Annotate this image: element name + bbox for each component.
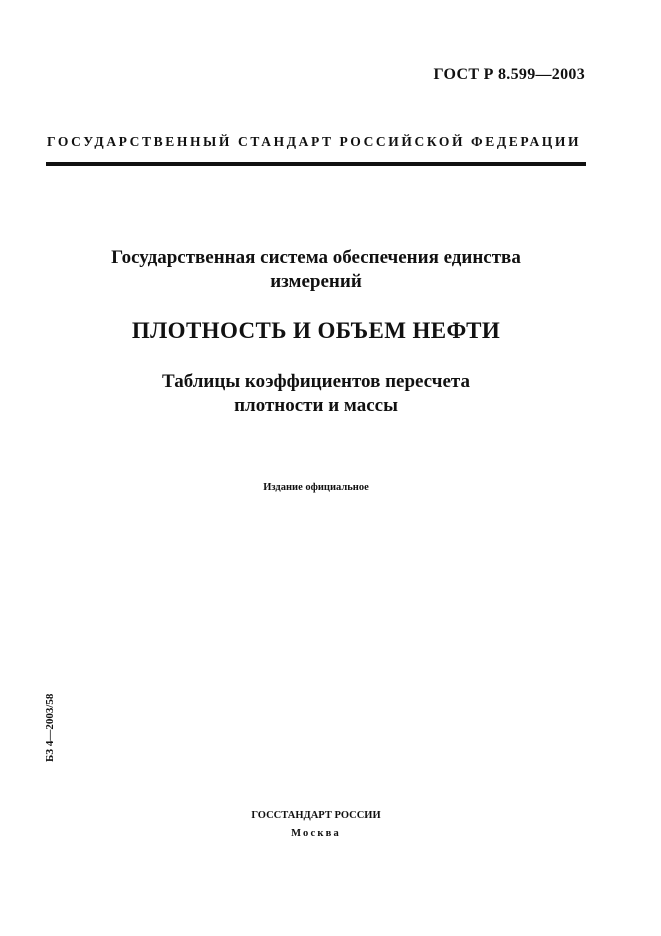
series-title-line-1: Государственная система обеспечения единства [111, 247, 521, 268]
publisher: ГОССТАНДАРТ РОССИИ [251, 810, 381, 821]
main-title: ПЛОТНОСТЬ И ОБЪЕМ НЕФТИ [131, 318, 501, 343]
publication-city: Москва [291, 828, 341, 839]
series-title-line-2: измерений [270, 271, 362, 292]
subtitle-line-1: Таблицы коэффициентов пересчета [162, 371, 470, 392]
gost-number: ГОСТ Р 8.599—2003 [433, 66, 585, 83]
subtitle [46, 370, 586, 418]
side-code: БЗ 4—2003/58 [44, 693, 56, 762]
edition-note: Издание официальное [263, 482, 369, 493]
header-rule [46, 162, 586, 166]
series-title [46, 246, 586, 294]
state-standard-heading: ГОСУДАРСТВЕННЫЙ СТАНДАРТ РОССИЙСКОЙ ФЕДЕРАЦИИ [47, 134, 582, 149]
subtitle-line-2: плотности и массы [234, 395, 398, 416]
